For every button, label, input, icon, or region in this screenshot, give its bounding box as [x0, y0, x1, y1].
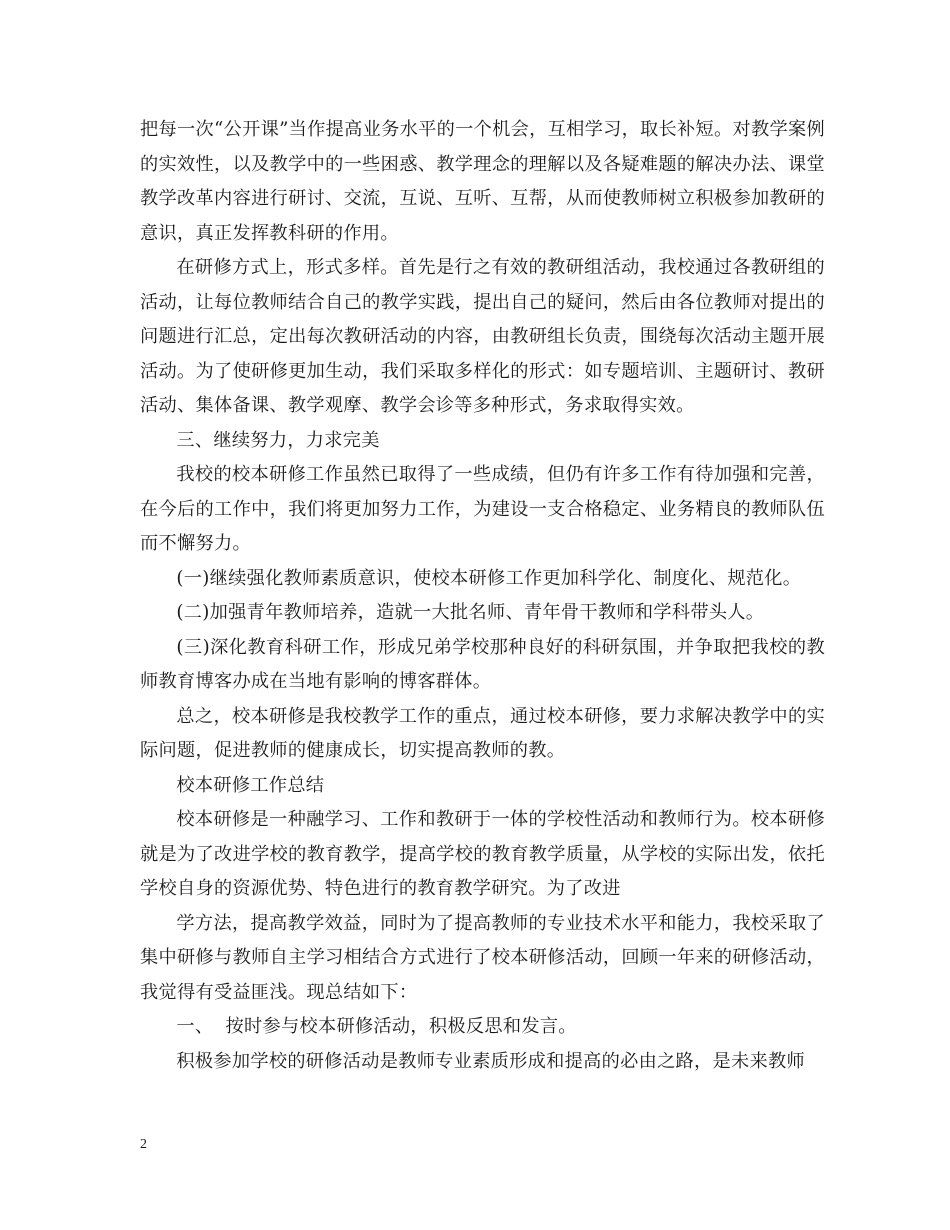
paragraph: 积极参加学校的研修活动是教师专业素质形成和提高的必由之路，是未来教师 — [176, 1050, 805, 1072]
paragraph: 总之，校本研修是我校教学工作的重点，通过校本研修，要力求解决教学中的实际问题，促进教师的健康成长，切实提高教师的教。 — [140, 705, 825, 761]
section-heading: 三、继续努力，力求完美 — [176, 429, 380, 451]
paragraph: 在研修方式上，形式多样。首先是行之有效的教研组活动，我校通过各教研组的活动，让每位教师结合自己的教学实践，提出自己的疑问，然后由各位教师对提出的问题进行汇总，定出每次教研活动的内容，由教研组长负责，围绕每次活动主题开展活动。为了使研修更加生动，我们采取多样化的形式：如专题培训、主题研讨、教研活动、集体备课、教学观摩、教学会诊等多种形式，务求取得实效。 — [140, 257, 825, 416]
page-number: 2 — [140, 1137, 147, 1152]
paragraph: 校本研修是一种融学习、工作和教研于一体的学校性活动和教师行为。校本研修就是为了改进学校的教育教学，提高学校的教育教学质量，从学校的实际出发，依托学校自身的资源优势、特色进行的教育教学研究。为了改进 — [140, 809, 825, 899]
document-title: 校本研修工作总结 — [176, 774, 325, 796]
document-body — [140, 113, 825, 1079]
list-item: (二)加强青年教师培养，造就一大批名师、青年骨干教师和学科带头人。 — [176, 602, 765, 623]
section-heading: 一、 按时参与校本研修活动，积极反思和发言。 — [176, 1016, 577, 1037]
list-item: (一)继续强化教师素质意识，使校本研修工作更加科学化、制度化、规范化。 — [176, 567, 802, 589]
list-item: (三)深化教育科研工作，形成兄弟学校那种良好的科研氛围，并争取把我校的教师教育博客办成在当地有影响的博客群体。 — [140, 636, 825, 692]
paragraph: 把每一次“公开课”当作提高业务水平的一个机会，互相学习，取长补短。对教学案例的实效性，以及教学中的一些困惑、教学理念的理解以及各疑难题的解决办法、课堂教学改革内容进行研讨、交流，互说、互听、互帮，从而使教师树立积极参加教研的意识，真正发挥教科研的作用。 — [140, 119, 825, 244]
paragraph: 学方法，提高教学效益，同时为了提高教师的专业技术水平和能力，我校采取了集中研修与教师自主学习相结合方式进行了校本研修活动，回顾一年来的研修活动，我觉得有受益匪浅。现总结如下： — [140, 912, 825, 1003]
paragraph: 我校的校本研修工作虽然已取得了一些成绩，但仍有许多工作有待加强和完善，在今后的工作中，我们将更加努力工作，为建设一支合格稳定、业务精良的教师队伍而不懈努力。 — [140, 464, 825, 554]
